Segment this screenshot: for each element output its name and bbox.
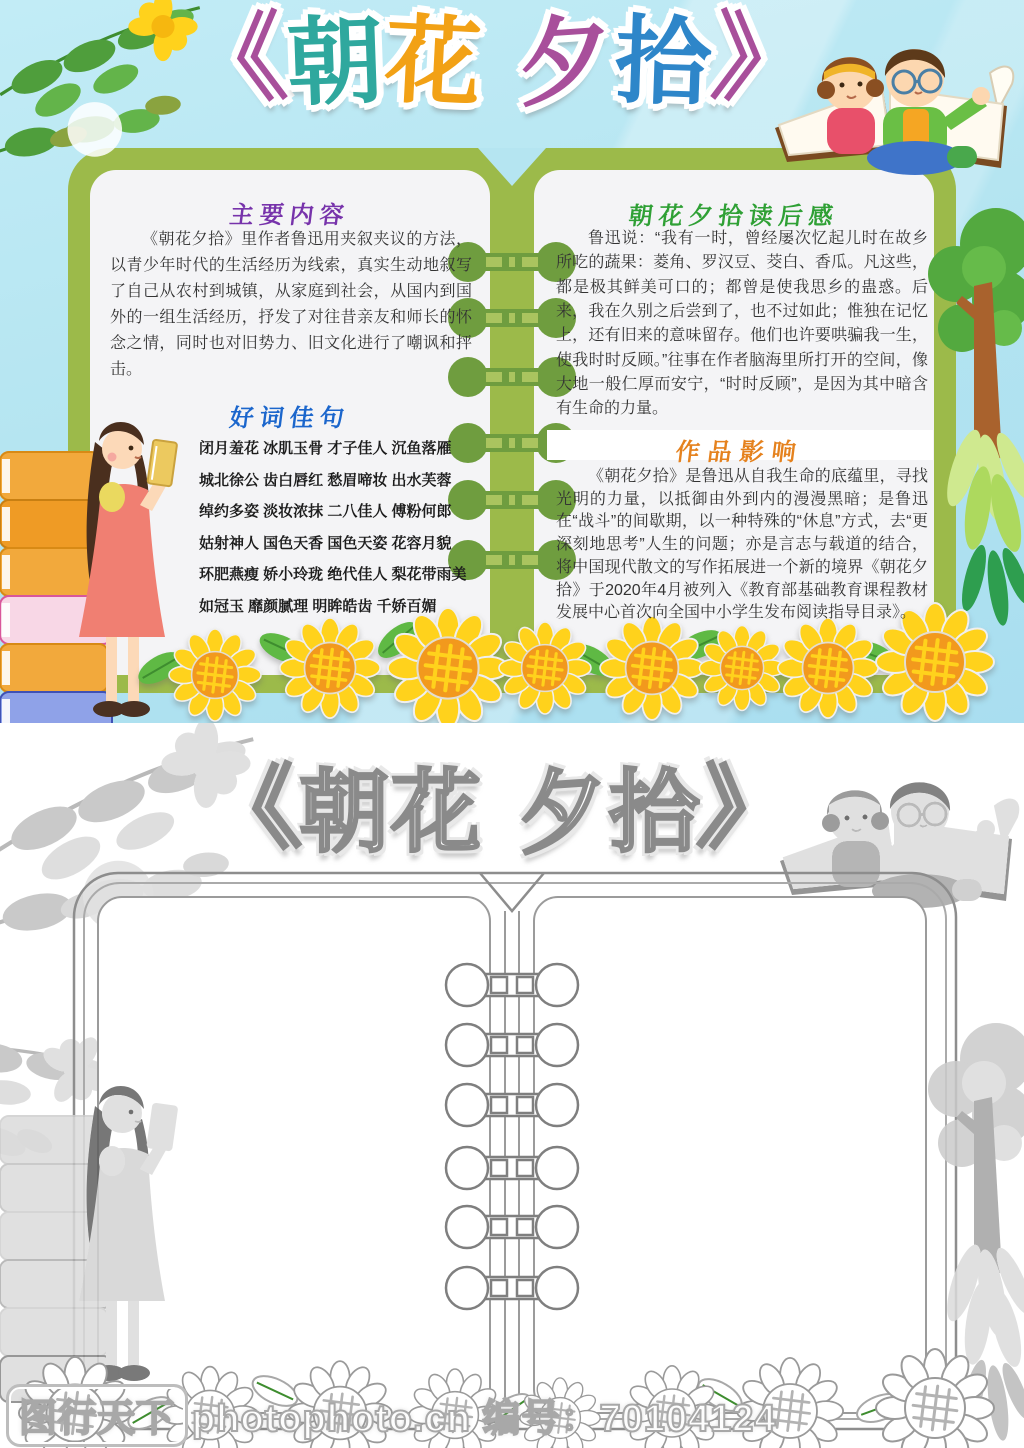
- color-sheet: [0, 0, 1024, 723]
- title-char: 夕: [514, 759, 614, 867]
- section-body-main-content: 《朝花夕拾》里作者鲁迅用夹叙夹议的方法，以青少年时代的生活经历为线索，真实生动地叙写了自己从农村到城镇，从家庭到社会，从国内到国外的一组生活经历，抒发了对往昔亲友和师长的怀念之情，同时也对旧势力、旧文化进行了嘲讽和抨击。: [110, 231, 472, 378]
- idiom-line: 环肥燕瘦 娇小玲珑 绝代佳人 梨花带雨美: [199, 566, 467, 583]
- title-char: 《: [182, 3, 294, 122]
- title-char: 夕: [513, 5, 619, 120]
- section-body-influence: 《朝花夕拾》是鲁迅从自我生命的底蕴里，寻找光明的力量，以抵御由外到内的漫漫黑暗；是鲁迅在“战斗”的间歇期，以一种特殊的“休息”方式，去“更深刻地思考”人生的问题；亦是言志与载道的结合，将中国现代散文的写作拓展进一个新的境界《朝花夕拾》于2020年4月被列入《教育部基础教育课程教材发展中心首次向全国中小学生发布阅读指导目录》。: [556, 468, 928, 622]
- title-char: 朝: [299, 763, 391, 863]
- coloring-sheet: [0, 723, 1024, 1448]
- poster-title: [0, 3, 1000, 122]
- watermark-text: photophoto.cn 编号：70104124: [192, 1398, 777, 1440]
- section-heading-main-content: 主要内容: [227, 202, 352, 229]
- idiom-line: 如冠玉 靡颜腻理 明眸皓齿 千娇百媚: [199, 597, 437, 615]
- title-char: 》: [694, 757, 798, 869]
- section-heading-review: 朝花夕拾读后感: [626, 203, 841, 230]
- idiom-line: 姑射神人 国色天香 国色天姿 花容月貌: [199, 534, 452, 552]
- watermark-brand: 图行天下: [6, 1384, 188, 1447]
- coloring-title: [0, 739, 1000, 869]
- watermark: [6, 1384, 777, 1447]
- title-char: 朝: [285, 7, 387, 118]
- idiom-list: [199, 433, 471, 622]
- idiom-line: 闭月羞花 冰肌玉骨 才子佳人 沉鱼落雁: [199, 440, 452, 457]
- idiom-line: 城北徐公 齿白唇红 愁眉啼妆 出水芙蓉: [199, 471, 452, 489]
- title-char: 花: [382, 6, 486, 119]
- section-heading-influence: 作品影响: [673, 439, 806, 466]
- section-body-review: 鲁迅说：“我有一时，曾经屡次忆起儿时在故乡所吃的蔬果：菱角、罗汉豆、茭白、香瓜。凡这些，都是极其鲜美可口的；都曾是使我思乡的蛊惑。后来，我在久别之后尝到了，也不过如此；惟独在记忆上，还有旧来的意味留存。他们也许要哄骗我一生，使我时时反顾。”往事在作者脑海里所打开的空间，像大地一般仁厚而安宁，“时时反顾”，是因为其中暗含有生命的力量。: [556, 230, 928, 418]
- title-char: 拾: [609, 763, 701, 863]
- title-char: 花: [391, 763, 483, 863]
- blank-notebook-outline: [74, 873, 956, 1429]
- title-char: 《: [202, 757, 306, 869]
- idiom-line: 绰约多姿 淡妆浓抹 二八佳人 傅粉何郎: [199, 503, 452, 520]
- section-heading-good-words: 好词佳句: [227, 405, 352, 432]
- title-char: 拾: [613, 7, 715, 118]
- title-char: 》: [706, 3, 818, 122]
